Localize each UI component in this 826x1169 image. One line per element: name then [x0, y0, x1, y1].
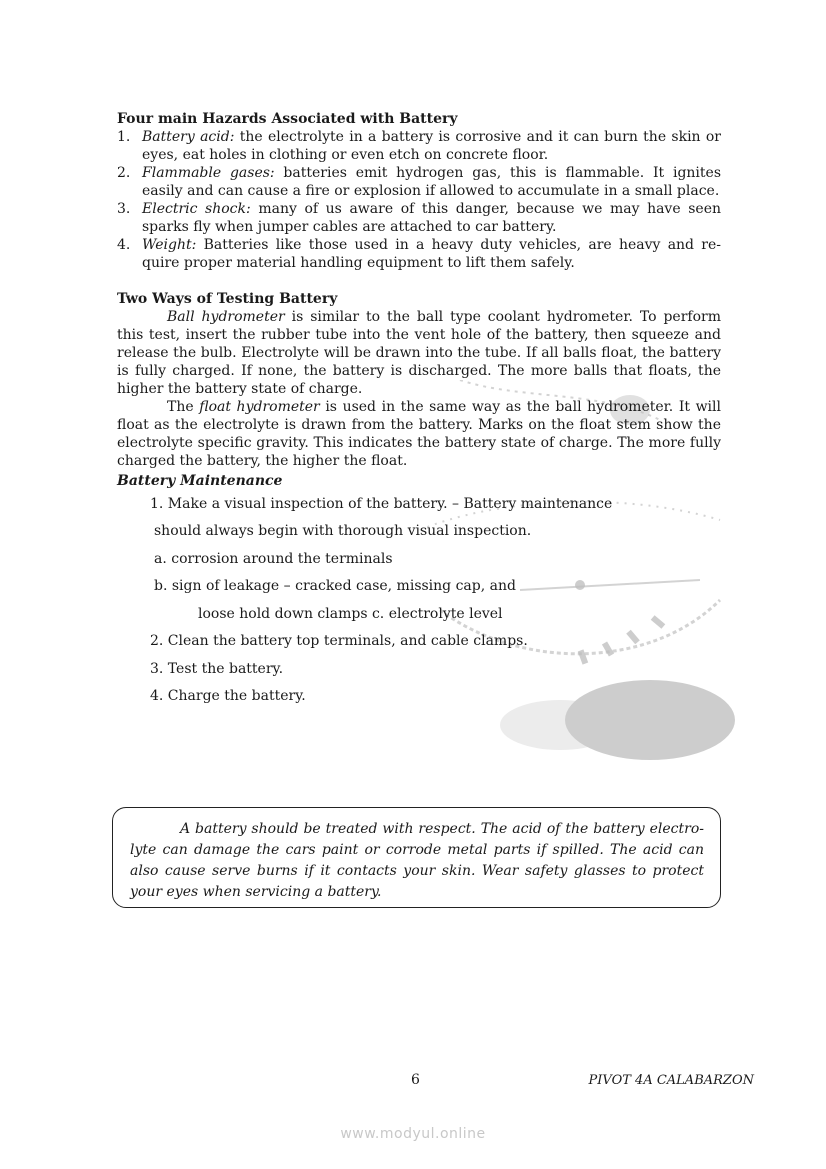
- maintenance-step-continuation: should always begin with thorough visual inspection.: [154, 523, 532, 540]
- maintenance-heading: Battery Maintenance: [117, 473, 283, 489]
- paragraph-text: is used in the same way as the ball hydrometer. It will float as the electrolyte is drawn from the battery. Marks on the float stem show the electrolyte specific gravity. This indicates the battery state of charge. The more fully charged the battery, the higher the float.: [117, 399, 721, 469]
- paragraph-prefix: The: [167, 399, 200, 415]
- maintenance-substep: b. sign of leakage – cracked case, missing cap, and: [154, 578, 516, 595]
- testing-section: [117, 290, 721, 470]
- hazards-list: [117, 128, 721, 272]
- float-hydrometer-term: float hydrometer: [199, 399, 320, 415]
- ball-hydrometer-term: Ball hydrometer: [167, 309, 285, 325]
- hazard-item: [117, 164, 721, 200]
- hazard-term: Battery acid:: [142, 129, 235, 145]
- hazard-number: 4.: [117, 237, 131, 253]
- hazards-heading: Four main Hazards Associated with Battery: [117, 111, 458, 127]
- safety-note-box: [112, 807, 721, 908]
- hazard-term: Flammable gases:: [142, 165, 275, 181]
- hazard-number: 2.: [117, 165, 131, 181]
- maintenance-section: [117, 472, 721, 710]
- maintenance-step: 4. Charge the battery.: [150, 688, 306, 705]
- maintenance-substep-continuation: loose hold down clamps c. electrolyte level: [198, 605, 503, 622]
- ball-hydrometer-paragraph: [117, 308, 721, 398]
- hazard-text: batteries emit hydrogen gas, this is flammable. It ignites easily and can cause a fire or explosion if allowed to accumulate in a small place.: [142, 165, 722, 199]
- maintenance-step: 1. Make a visual inspection of the battery. – Battery maintenance: [150, 495, 613, 512]
- hazards-section: [117, 110, 721, 272]
- maintenance-step: 2. Clean the battery top terminals, and cable clamps.: [150, 633, 528, 650]
- website-watermark: www.modyul.online: [340, 1126, 486, 1142]
- hazard-term: Weight:: [142, 237, 197, 253]
- hazard-number: 1.: [117, 129, 131, 145]
- float-hydrometer-paragraph: [117, 398, 721, 470]
- hazard-item: [117, 128, 721, 164]
- hazard-text: the electrolyte in a battery is corrosive and it can burn the skin or eyes, eat holes in clothing or even etch on concrete floor.: [142, 129, 721, 163]
- maintenance-list: [150, 490, 721, 710]
- testing-heading: Two Ways of Testing Battery: [117, 291, 338, 307]
- footer-brand: PIVOT 4A CALABARZON: [588, 1073, 754, 1088]
- hazard-text: many of us aware of this danger, because we may have seen sparks fly when jumper cables are attached to car battery.: [142, 201, 721, 235]
- hazard-term: Electric shock:: [142, 201, 251, 217]
- maintenance-step: 3. Test the battery.: [150, 660, 284, 677]
- hazard-number: 3.: [117, 201, 131, 217]
- paragraph-text: is similar to the ball type coolant hydrometer. To perform this test, insert the rubber tube into the vent hole of the battery, then squeeze and release the bulb. Electrolyte will be drawn into the tube. If all balls float, the battery is fully charged. If none, the battery is discharged. The more balls that floats, the higher the battery state of charge.: [117, 309, 721, 397]
- hazard-item: [117, 200, 721, 236]
- hazard-text: Batteries like those used in a heavy duty vehicles, are heavy and re-quire proper material handling equipment to lift them safely.: [142, 237, 721, 271]
- page-number: 6: [411, 1072, 420, 1088]
- hazard-item: [117, 236, 721, 272]
- safety-note-text: A battery should be treated with respect. The acid of the battery electro-lyte can damage the cars paint or corrode metal parts if spilled. The acid can also cause serve burns if it contacts your skin. Wear safety glasses to protect your eyes when servicing a battery.: [130, 821, 704, 900]
- maintenance-substep: a. corrosion around the terminals: [154, 550, 393, 567]
- main-content: [117, 110, 721, 710]
